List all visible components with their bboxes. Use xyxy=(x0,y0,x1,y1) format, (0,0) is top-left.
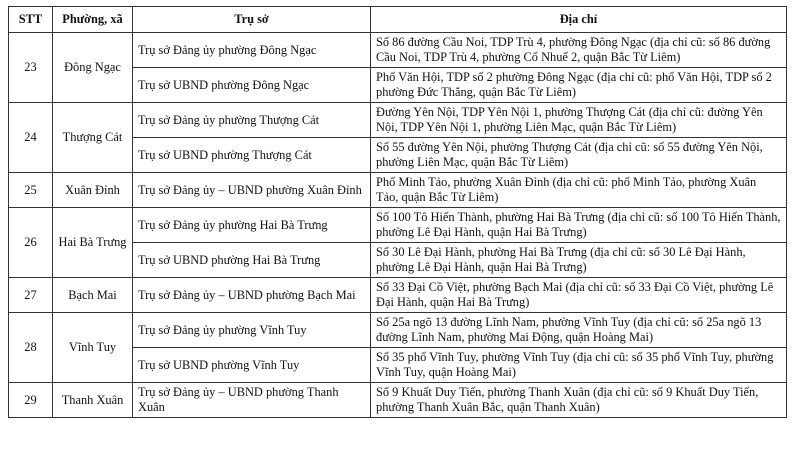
office-name: Trụ sở UBND phường Vĩnh Tuy xyxy=(133,348,371,383)
header-address: Địa chỉ xyxy=(371,7,787,33)
table-row xyxy=(9,208,787,243)
table-row xyxy=(9,33,787,68)
office-address: Số 30 Lê Đại Hành, phường Hai Bà Trưng (địa chỉ cũ: số 30 Lê Đại Hành, phường Lê Đại Hành, quận Hai Bà Trưng) xyxy=(371,243,787,278)
ward-name: Xuân Đỉnh xyxy=(53,173,133,208)
table-row xyxy=(9,313,787,348)
office-address: Số 33 Đại Cồ Việt, phường Bạch Mai (địa chỉ cũ: số 33 Đại Cồ Việt, phường Lê Đại Hành, quận Hai Bà Trưng) xyxy=(371,278,787,313)
office-name: Trụ sở Đảng ủy phường Hai Bà Trưng xyxy=(133,208,371,243)
office-address: Số 86 đường Cầu Noi, TDP Trù 4, phường Đông Ngạc (địa chỉ cũ: số 86 đường Cầu Noi, TDP Trù 4, phường Cổ Nhuế 2, quận Bắc Từ Liêm) xyxy=(371,33,787,68)
office-name: Trụ sở UBND phường Hai Bà Trưng xyxy=(133,243,371,278)
header-stt: STT xyxy=(9,7,53,33)
office-address: Số 100 Tô Hiến Thành, phường Hai Bà Trưng (địa chỉ cũ: số 100 Tô Hiến Thành, phường Lê Đại Hành, quận Hai Bà Trưng) xyxy=(371,208,787,243)
row-number: 29 xyxy=(9,383,53,418)
ward-name: Thanh Xuân xyxy=(53,383,133,418)
table-row xyxy=(9,173,787,208)
table-row xyxy=(9,383,787,418)
header-office: Trụ sở xyxy=(133,7,371,33)
office-address: Phố Văn Hội, TDP số 2 phường Đông Ngạc (địa chỉ cũ: phố Văn Hội, TDP số 2 phường Đức Thắng, quận Bắc Từ Liêm) xyxy=(371,68,787,103)
office-name: Trụ sở Đảng ủy phường Thượng Cát xyxy=(133,103,371,138)
office-name: Trụ sở Đảng ủy phường Đông Ngạc xyxy=(133,33,371,68)
office-address: Số 9 Khuất Duy Tiến, phường Thanh Xuân (địa chỉ cũ: số 9 Khuất Duy Tiến, phường Thanh Xuân Bắc, quận Thanh Xuân) xyxy=(371,383,787,418)
office-address: Số 25a ngõ 13 đường Lĩnh Nam, phường Vĩnh Tuy (địa chỉ cũ: số 25a ngõ 13 đường Lĩnh Nam, phường Mai Động, quận Hoàng Mai) xyxy=(371,313,787,348)
office-name: Trụ sở Đảng ủy – UBND phường Xuân Đỉnh xyxy=(133,173,371,208)
office-address: Số 35 phố Vĩnh Tuy, phường Vĩnh Tuy (địa chỉ cũ: số 35 phố Vĩnh Tuy, phường Vĩnh Tuy, quận Hoàng Mai) xyxy=(371,348,787,383)
row-number: 25 xyxy=(9,173,53,208)
row-number: 26 xyxy=(9,208,53,278)
office-address: Đường Yên Nội, TDP Yên Nội 1, phường Thượng Cát (địa chỉ cũ: đường Yên Nội, TDP Yên Nội 1, phường Liên Mạc, quận Bắc Từ Liêm) xyxy=(371,103,787,138)
document-page xyxy=(8,6,786,418)
row-number: 28 xyxy=(9,313,53,383)
office-name: Trụ sở Đảng ủy – UBND phường Thanh Xuân xyxy=(133,383,371,418)
ward-name: Hai Bà Trưng xyxy=(53,208,133,278)
table-header-row xyxy=(9,7,787,33)
table-row xyxy=(9,103,787,138)
office-address: Phố Minh Tảo, phường Xuân Đỉnh (địa chỉ cũ: phố Minh Tảo, phường Xuân Tảo, quận Bắc Từ Liêm) xyxy=(371,173,787,208)
table-row xyxy=(9,278,787,313)
office-name: Trụ sở UBND phường Thượng Cát xyxy=(133,138,371,173)
ward-name: Thượng Cát xyxy=(53,103,133,173)
header-ward: Phường, xã xyxy=(53,7,133,33)
row-number: 23 xyxy=(9,33,53,103)
office-name: Trụ sở Đảng ủy – UBND phường Bạch Mai xyxy=(133,278,371,313)
office-address: Số 55 đường Yên Nội, phường Thượng Cát (địa chỉ cũ: số 55 đường Yên Nội, phường Liên Mạc, quận Bắc Từ Liêm) xyxy=(371,138,787,173)
office-name: Trụ sở UBND phường Đông Ngạc xyxy=(133,68,371,103)
office-name: Trụ sở Đảng ủy phường Vĩnh Tuy xyxy=(133,313,371,348)
ward-name: Vĩnh Tuy xyxy=(53,313,133,383)
row-number: 24 xyxy=(9,103,53,173)
ward-name: Đông Ngạc xyxy=(53,33,133,103)
ward-name: Bạch Mai xyxy=(53,278,133,313)
row-number: 27 xyxy=(9,278,53,313)
ward-office-table xyxy=(8,6,787,418)
